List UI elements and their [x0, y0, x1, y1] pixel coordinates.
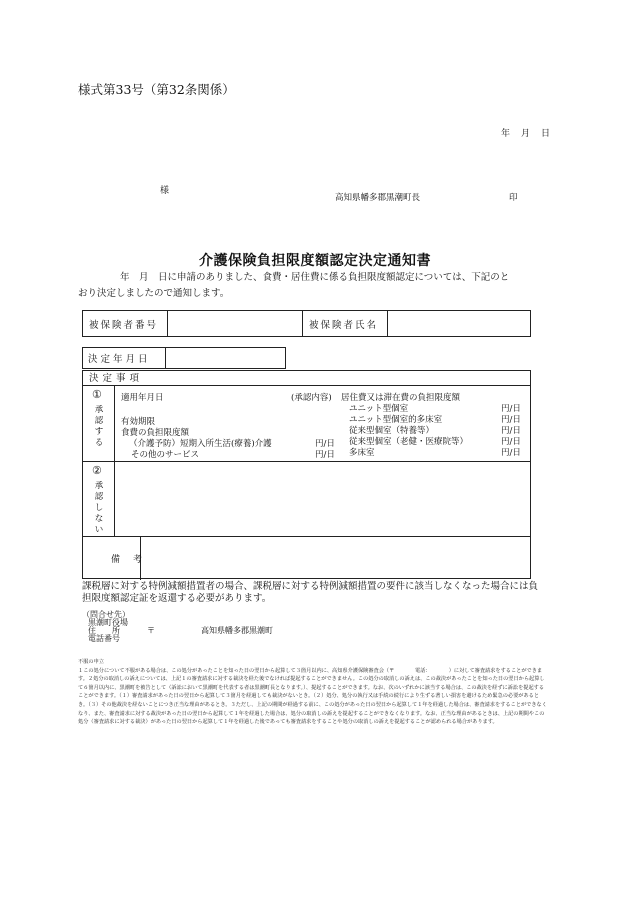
room-type-3: 従来型個室（特養等）	[349, 426, 435, 436]
postal-mark: 〒	[147, 626, 155, 635]
return-notice: 課税層に対する特例減額措置者の場合、課税層に対する特例減額措置の要件に該当しなくなった場合には負担限度額認定証を返還する必要があります。	[82, 581, 539, 604]
room-unit-5: 円/日	[501, 448, 521, 458]
issue-date: 年 月 日	[501, 129, 552, 139]
food-limit-label: 食費の負担限度額	[121, 428, 190, 438]
room-type-2: ユニット型個室的多床室	[349, 415, 443, 425]
approve-number: ①	[92, 388, 102, 401]
insured-name-label: 被保険者氏名	[303, 311, 388, 337]
approve-vertical-label: 承認する	[94, 405, 104, 448]
insured-name-value[interactable]	[388, 311, 531, 337]
intro-line-2: おり決定しましたので通知します。	[78, 288, 230, 299]
addressee-suffix: 様	[160, 186, 170, 196]
form-number: 様式第33号（第32条関係）	[78, 82, 235, 97]
valid-period-label: 有効期限	[121, 417, 156, 427]
insured-number-value[interactable]	[168, 311, 303, 337]
appeal-notice	[78, 658, 548, 727]
appeal-body: １この処分について不服がある場合は、この処分があったことを知った日の翌日から起算して３箇月以内に、高知県介護保険審査会（〒 電話： ）に対して審査請求をすることができます。２処分の取消しの訴えについては、上記１の審査請求に対する裁決を経た後でなければ提起することができません。この処分の取消しの訴えは、この裁決があったことを知った日の翌日から起算して６箇月以内に、黒潮町を被告として（訴訟において黒潮町を代表する者は黒潮町長となります。）、提起することができます。なお、次のいずれかに該当する場合は、この裁決を経ずに訴訟を提起することができます。（１）審査請求があった日の翌日から起算して３箇月を経過しても裁決がないとき。（２）処分、処分の執行又は手続の続行により生ずる著しい損害を避けるため緊急の必要があるとき。（３）その他裁決を経ないことにつき正当な理由があるとき。３ただし、上記の期間が経過する前に、この処分があった日の翌日から起算して１年を経過した場合は、審査請求をすることができなくなり、また、審査請求に対する裁決があった日の翌日から起算して１年を経過した場合は、処分の取消しの訴えを提起することができなくなります。なお、正当な理由があるときは、上記の期間やこの処分（審査請求に対する裁決）があった日の翌日から起算して１年を経過した後であっても審査請求をすることや処分の取消しの訴えを提起することが認められる場合があります。	[78, 667, 547, 726]
intro-line-1: 年 月 日に申請のありました、食費・居住費に係る負担限度額認定については、下記のと	[120, 272, 510, 283]
row-divider-2	[83, 536, 530, 537]
document-title: 介護保険負担限度額認定決定通知書	[199, 253, 431, 269]
seal-mark: 印	[509, 193, 518, 203]
insured-table	[82, 310, 531, 337]
contact-address: 高知県幡多郡黒潮町	[201, 626, 273, 635]
remarks-label: 備 考	[111, 555, 145, 565]
decision-date-label: 決定年月日	[83, 348, 166, 369]
room-unit-1: 円/日	[501, 404, 521, 414]
other-services-unit: 円/日	[315, 450, 335, 460]
room-unit-4: 円/日	[501, 437, 521, 447]
reject-vertical-label: 承認しない	[94, 481, 104, 535]
contact-phone-label: 電話番号	[88, 634, 120, 643]
decision-items-header: 決定事項	[83, 371, 530, 386]
issuer-name: 高知県幡多郡黒潮町長	[335, 193, 421, 203]
appeal-header: 不服の申立	[78, 659, 104, 665]
decision-date-value[interactable]	[166, 348, 286, 369]
decision-box	[82, 370, 531, 579]
decision-date-table	[82, 347, 286, 369]
contact-address-label: 住 所	[88, 626, 120, 635]
insured-number-label: 被保険者番号	[83, 311, 168, 337]
room-type-1: ユニット型個室	[349, 404, 409, 414]
intro-paragraph	[78, 270, 538, 302]
row-divider-1	[83, 461, 530, 462]
contact-header: （問合せ先）	[82, 610, 130, 619]
other-services-label: その他のサービス	[131, 450, 200, 460]
reject-number: ②	[92, 464, 102, 477]
room-type-4: 従来型個室（老健・医療院等）	[349, 437, 469, 447]
room-unit-2: 円/日	[501, 415, 521, 425]
room-unit-3: 円/日	[501, 426, 521, 436]
housing-limit-label: 居住費又は滞在費の負担限度額	[341, 393, 461, 403]
applicable-date-label: 適用年月日	[121, 393, 164, 403]
short-stay-label: （介護予防）短期入所生活(療養)介護	[129, 439, 272, 449]
short-stay-unit: 円/日	[315, 439, 335, 449]
contact-office: 黒潮町役場	[88, 618, 128, 627]
room-type-5: 多床室	[349, 448, 375, 458]
approval-content-label: (承認内容)	[291, 393, 332, 403]
